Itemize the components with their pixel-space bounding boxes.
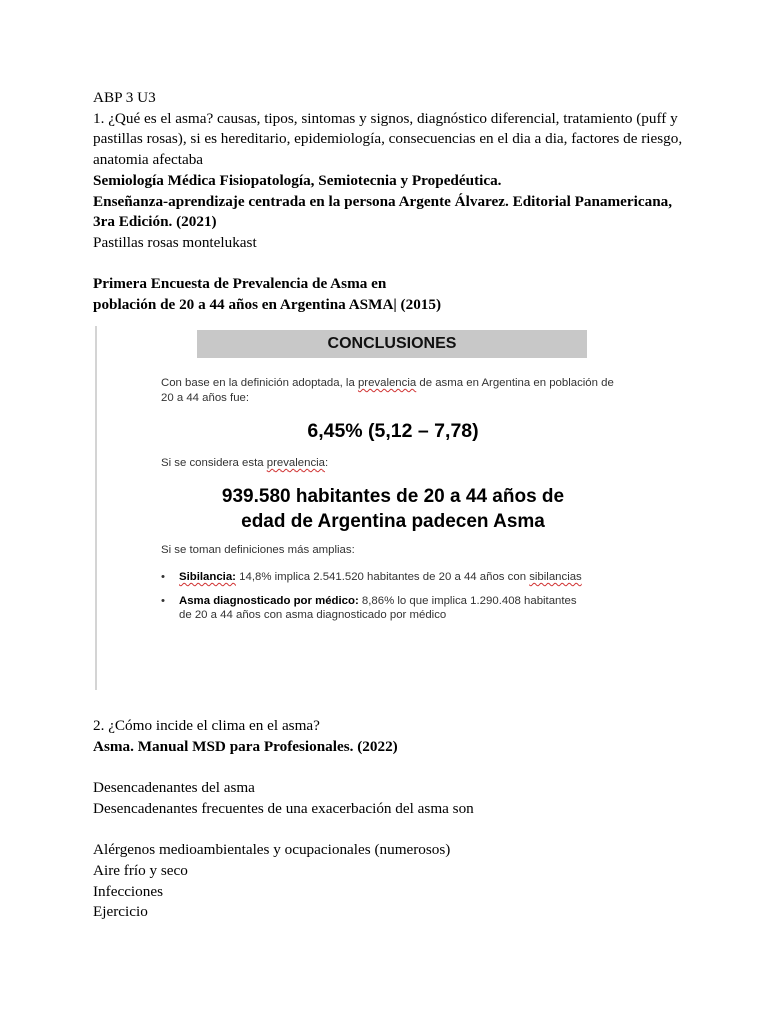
reference-2: Asma. Manual MSD para Profesionales. (2022) xyxy=(93,737,398,755)
reference-1-line-2: Enseñanza-aprendizaje centrada en la persona Argente Álvarez. Editorial Panamericana, 3ra Edición. (2021) xyxy=(93,192,673,231)
note-montelukast: Pastillas rosas montelukast xyxy=(93,233,257,251)
spacer xyxy=(93,820,693,841)
trigger-item: Infecciones xyxy=(93,882,163,900)
bullet-icon: • xyxy=(161,571,165,583)
doc-header: ABP 3 U3 xyxy=(93,89,156,106)
list-item: • Asma diagnosticado por médico: 8,86% lo que implica 1.290.408 habitantes de 20 a 44 años con asma diagnosticado por médico xyxy=(161,595,577,621)
trigger-item: Aire frío y seco xyxy=(93,861,188,879)
document-body xyxy=(93,88,693,316)
population-line-1: 939.580 habitantes de 20 a 44 años de xyxy=(221,486,565,507)
list-item: • Sibilancia: 14,8% implica 2.541.520 habitantes de 20 a 44 años con sibilancias xyxy=(161,571,582,583)
question-2: 2. ¿Cómo incide el clima en el asma? xyxy=(93,717,320,734)
spacer xyxy=(93,757,693,778)
population-line-2: edad de Argentina padecen Asma xyxy=(241,511,545,532)
definitions-list xyxy=(161,570,591,632)
broader-definitions: Si se toman definiciones más amplias: xyxy=(161,544,355,556)
prevalence-value: 6,45% (5,12 – 7,78) xyxy=(307,420,479,442)
population-statement xyxy=(93,484,693,534)
triggers-title: Desencadenantes del asma xyxy=(93,779,255,797)
conclusions-figure xyxy=(93,326,613,690)
consider-text: Si se considera esta prevalencia: xyxy=(161,457,329,469)
survey-title-line-1: Primera Encuesta de Prevalencia de Asma en xyxy=(93,275,387,293)
conclusions-banner: CONCLUSIONES xyxy=(197,330,587,358)
bullet-icon: • xyxy=(161,595,165,607)
document-body-continued xyxy=(93,716,693,923)
survey-title-line-2: población de 20 a 44 años en Argentina ASMA| (2015) xyxy=(93,296,442,314)
prevalence-intro: Con base en la definición adoptada, la prevalencia de asma en Argentina en población de 20 a 44 años fue: xyxy=(161,377,614,404)
question-1: 1. ¿Qué es el asma? causas, tipos, sintomas y signos, diagnóstico diferencial, tratamiento (puff y pastillas rosas), si es hereditario, epidemiología, consecuencias en el dia a dia, factores de riesgo, anatomia afectaba xyxy=(93,109,683,169)
trigger-item: Ejercicio xyxy=(93,903,148,921)
trigger-item: Alérgenos medioambientales y ocupacionales (numerosos) xyxy=(93,841,451,859)
spacer xyxy=(93,254,693,275)
triggers-intro: Desencadenantes frecuentes de una exacerbación del asma son xyxy=(93,799,474,817)
reference-1-line-1: Semiología Médica Fisiopatología, Semiotecnia y Propedéutica. xyxy=(93,171,502,189)
